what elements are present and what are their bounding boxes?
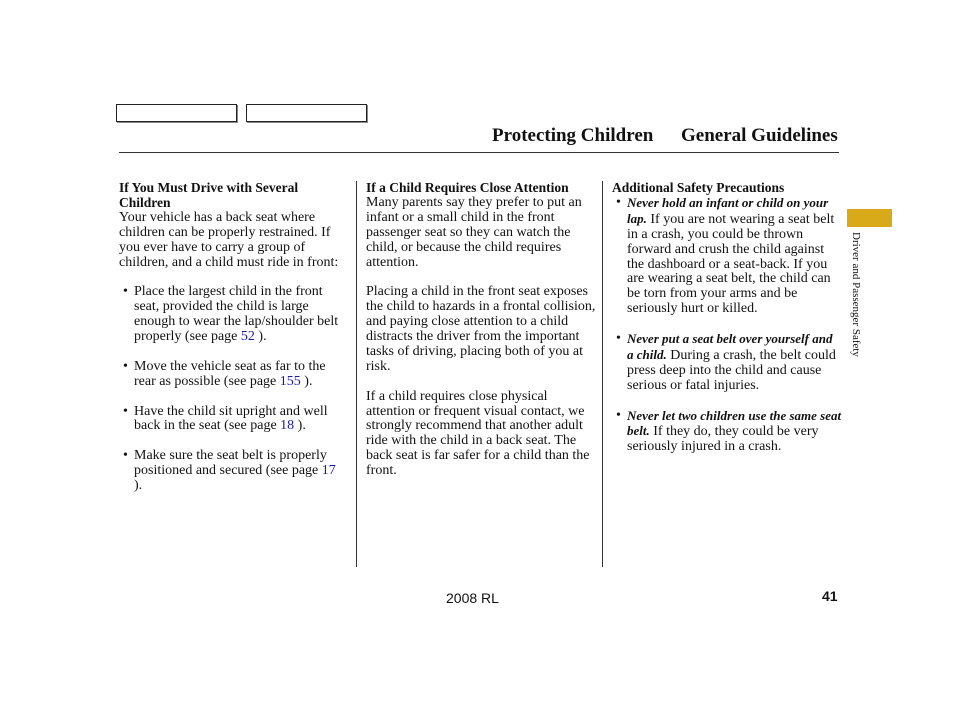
column-close-attention [366,181,596,494]
section-side-label: Driver and Passenger Safety [850,232,862,357]
section-title: Protecting Children [492,125,654,146]
section-tab[interactable] [847,209,892,227]
column-divider [356,181,357,567]
bullet-icon: • [123,358,128,374]
column-heading: Additional Safety Precautions [612,180,785,195]
column-divider [602,181,603,567]
paragraph: Many parents say they prefer to put an infant or a small child in the front passenger seat so they can watch the child, or because the child requires attention. [366,194,582,270]
header-rule [119,152,839,153]
bullet-icon: • [123,403,128,419]
paragraph: Your vehicle has a back seat where children can be properly restrained. If you ever have to carry a group of children, and a child must ride in front: [119,209,339,270]
page-link[interactable]: 18 [280,418,295,434]
column-several-children [119,181,347,509]
list-item: • Place the largest child in the front seat, provided the child is large enough to wear the lap/shoulder belt properly (see page 52 ). [123,284,339,345]
list-item: • Never let two children use the same seat belt. If they do, they could be very seriously injured in a crash. [616,407,842,455]
column-safety-precautions [612,181,842,470]
page-link[interactable]: 52 [240,329,255,345]
bullet-icon: • [616,407,621,423]
list-item: • Move the vehicle seat as far to the rear as possible (see page 155 ). [123,358,326,389]
paragraph: Placing a child in the front seat exposes the child to hazards in a frontal collision, and paying close attention to a child distracts the driver from the important tasks of driving, placing both of you at risk. [366,284,596,374]
nav-button-next[interactable] [246,104,367,122]
list-item: • Have the child sit upright and well back in the seat (see page 18 ). [123,403,328,434]
column-heading: If a Child Requires Close Attention [366,180,569,195]
paragraph: If a child requires close physical attention or frequent visual contact, we strongly recommend that another adult ride with the child in a back seat. The back seat is far safer for a child than the front. [366,388,590,479]
page-number: 41 [822,588,838,604]
nav-button-previous[interactable] [116,104,237,122]
page-title: General Guidelines [681,125,838,146]
page-link[interactable]: 155 [279,373,301,389]
bullet-icon: • [123,448,128,464]
list-item: • Make sure the seat belt is properly positioned and secured (see page 17 ). [123,448,336,494]
list-item: • Never put a seat belt over yourself and a child. During a crash, the belt could press deep into the child and cause serious or fatal injuries. [616,331,836,393]
bullet-icon: • [616,194,621,210]
bullet-icon: • [123,284,128,300]
bullet-icon: • [616,331,621,347]
list-item: • Never hold an infant or child on your lap. If you are not wearing a seat belt in a crash, you could be thrown forward and crush the child against the dashboard or a seat-back. If you are wearing a seat belt, the child can be torn from your arms and be seriously hurt or killed. [616,194,835,317]
footer-model: 2008 RL [446,590,499,606]
page-link[interactable]: 17 [321,463,336,479]
column-heading: If You Must Drive with Several Children [119,180,299,210]
